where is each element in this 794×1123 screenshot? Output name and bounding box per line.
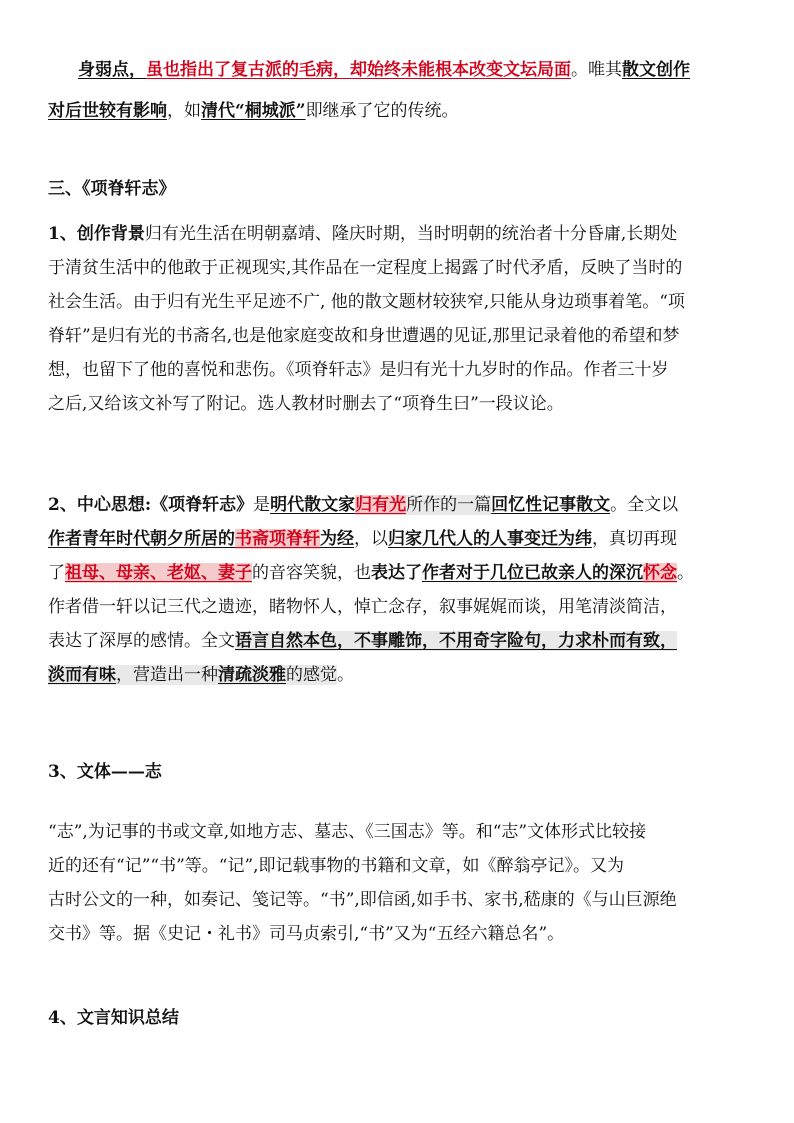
item2-text: 《项脊轩志》 — [151, 495, 254, 515]
item3-paragraph — [48, 815, 756, 951]
item2-red-text: 书斋项脊轩 — [235, 529, 320, 549]
intro-paragraph-2 — [48, 94, 756, 128]
item2-text: 的音容笑貌，也 — [252, 563, 371, 583]
item2-text: 回忆性记事散文 — [491, 495, 611, 515]
item1-title: 1、创作背景 — [48, 224, 145, 244]
intro-paragraph — [78, 53, 786, 87]
section-title: 三、《项脊轩志》 — [48, 179, 176, 199]
item2-text: 。全文以 — [610, 495, 679, 515]
intro-text: 。唯其 — [571, 60, 622, 80]
item2-text: 所作的一篇 — [406, 495, 492, 515]
item4-title: 4、文言知识总结 — [48, 1008, 179, 1028]
intro-text: ，如 — [167, 101, 201, 121]
item2-text: ，营造出一种 — [116, 665, 218, 685]
item1-line: 归有光生活在明朝嘉靖、隆庆时期，当时明朝的统治者十分昏庸,长期处 — [144, 224, 678, 244]
item3-line: 近的还有“记”“书”等。“记”,即记载事物的书籍和文章，如《醉翁亭记》。又为 — [48, 856, 625, 876]
item2-text: 作者借一轩以记三代之遗迹，睹物怀人，悼亡念存，叙事娓娓而谈，用笔清淡简洁， — [48, 597, 677, 617]
item2-text: 是 — [253, 495, 271, 515]
intro-text: 散文创作 — [622, 60, 690, 80]
item2-text: 清疏淡雅 — [218, 665, 286, 685]
item1-line: 于清贫生活中的他敢于正视现实,其作品在一定程度上揭露了时代矛盾，反映了当时的 — [48, 258, 683, 278]
intro-text: 清代“桐城派” — [201, 101, 306, 121]
item2-text: ，以 — [354, 529, 388, 549]
item2-text: 表达了深厚的感情。全文 — [48, 631, 235, 651]
item2-text: 作者青年时代朝夕所居的 — [48, 529, 235, 549]
item2-title: 2、中心思想: — [48, 495, 152, 515]
item2-text: ，真切再现 — [592, 529, 677, 549]
item2-text: 了 — [48, 563, 65, 583]
item1-line: 想，也留下了他的喜悦和悲伤。《项脊轩志》是归有光十九岁时的作品。作者三十岁 — [48, 360, 669, 380]
item2-red-text: 祖母、母亲、老妪、妻子 — [65, 563, 252, 583]
intro-red-text: 虽也指出了复古派的毛病，却始终未能根本改变文坛局面 — [146, 60, 571, 80]
intro-text: 即继承了它的传统。 — [305, 101, 459, 121]
intro-text: 对后世较有影响 — [48, 101, 167, 121]
item3-line: “志”,为记事的书或文章,如地方志、墓志、《三国志》等。和“志”文体形式比较接 — [48, 822, 647, 842]
item2-text: 表达了 — [371, 563, 422, 583]
item3-line: 交书》等。据《史记・礼书》司马贞索引,“书”又为“五经六籍总名”。 — [48, 924, 565, 944]
item3-title: 3、文体——志 — [48, 762, 162, 782]
item2-text: 。 — [677, 563, 694, 583]
item2-text: 淡而有味 — [48, 665, 116, 685]
item2-paragraph — [48, 488, 756, 692]
item2-red-text: 怀念 — [643, 563, 677, 583]
item2-text: 语言自然本色，不事雕饰，不用奇字险句，力求朴而有致， — [235, 631, 677, 651]
item2-text: 为经 — [320, 529, 354, 549]
item2-text: 的感觉 — [286, 665, 337, 685]
item2-text: 明代散文家 — [270, 495, 356, 515]
item3-line: 古时公文的一种，如奏记、笺记等。“书”,即信函,如手书、家书,嵇康的《与山巨源绝 — [48, 890, 677, 910]
item1-line: 之后,又给该文补写了附记。选人教材时删去了“项脊生曰”一段议论。 — [48, 394, 564, 414]
item1-line: 社会生活。由于归有光生平足迹不广, 他的散文题材较狭窄,只能从身边琐事着笔。“项 — [48, 292, 685, 312]
intro-text: 身弱点， — [78, 60, 146, 80]
item1-line: 脊轩”是归有光的书斋名,也是他家庭变故和身世遭遇的见证,那里记录着他的希望和梦 — [48, 326, 680, 346]
item2-text: 作者对于几位已故亲人的深沉 — [422, 563, 643, 583]
item1-paragraph — [48, 217, 756, 421]
item2-text: 归家几代人的人事变迁为纬 — [388, 529, 592, 549]
item2-text: 。 — [337, 665, 354, 685]
item2-red-text: 归有光 — [355, 495, 407, 515]
